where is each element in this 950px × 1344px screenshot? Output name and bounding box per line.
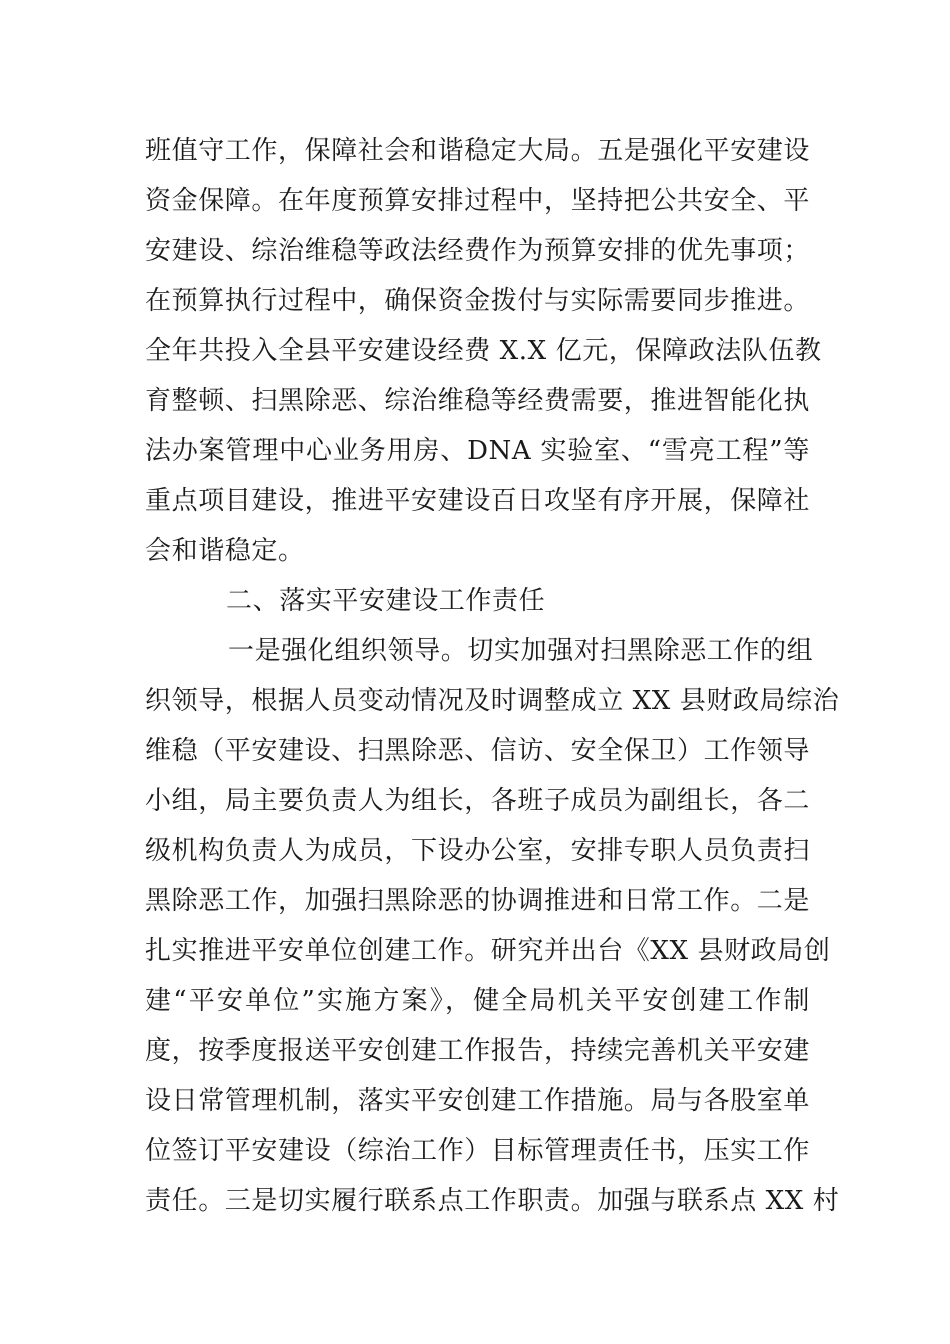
section-heading: 二、落实平安建设工作责任 (226, 586, 546, 616)
paragraph2-line-10: 设日常管理机制，落实平安创建工作措施。局与各股室单 (145, 1086, 811, 1116)
paragraph1-line-3: 安建设、综治维稳等政法经费作为预算安排的优先事项； (145, 236, 811, 266)
paragraph2-line-6: 黑除恶工作，加强扫黑除恶的协调推进和日常工作。二是 (145, 886, 811, 916)
paragraph1-line-4: 在预算执行过程中，确保资金拨付与实际需要同步推进。 (145, 286, 811, 316)
paragraph2-line-1: 一是强化组织领导。切实加强对扫黑除恶工作的组 (228, 636, 814, 666)
paragraph2-line-4: 小组，局主要负责人为组长，各班子成员为副组长，各二 (145, 786, 811, 816)
paragraph2-line-11: 位签订平安建设（综治工作）目标管理责任书，压实工作 (145, 1136, 811, 1166)
paragraph2-line-2: 织领导，根据人员变动情况及时调整成立 XX 县财政局综治 (145, 686, 840, 716)
paragraph1-line-7: 法办案管理中心业务用房、DNA 实验室、“雪亮工程”等 (145, 436, 810, 466)
paragraph2-line-3: 维稳（平安建设、扫黑除恶、信访、安全保卫）工作领导 (145, 736, 811, 766)
paragraph2-line-7: 扎实推进平安单位创建工作。研究并出台《XX 县财政局创 (145, 936, 831, 966)
paragraph1-line-5: 全年共投入全县平安建设经费 X.X 亿元，保障政法队伍教 (145, 336, 822, 366)
paragraph2-line-12: 责任。三是切实履行联系点工作职责。加强与联系点 XX 村 (145, 1186, 840, 1216)
paragraph1-line-1: 班值守工作，保障社会和谐稳定大局。五是强化平安建设 (145, 136, 811, 166)
paragraph1-line-8: 重点项目建设，推进平安建设百日攻坚有序开展，保障社 (145, 486, 811, 516)
paragraph2-line-8: 建“平安单位”实施方案》，健全局机关平安创建工作制 (145, 986, 810, 1016)
paragraph2-line-9: 度，按季度报送平安创建工作报告，持续完善机关平安建 (145, 1036, 811, 1066)
paragraph1-line-6: 育整顿、扫黑除恶、综治维稳等经费需要，推进智能化执 (145, 386, 811, 416)
paragraph1-line-9: 会和谐稳定。 (145, 536, 305, 566)
paragraph2-line-5: 级机构负责人为成员，下设办公室，安排专职人员负责扫 (145, 836, 811, 866)
paragraph1-line-2: 资金保障。在年度预算安排过程中，坚持把公共安全、平 (145, 186, 811, 216)
